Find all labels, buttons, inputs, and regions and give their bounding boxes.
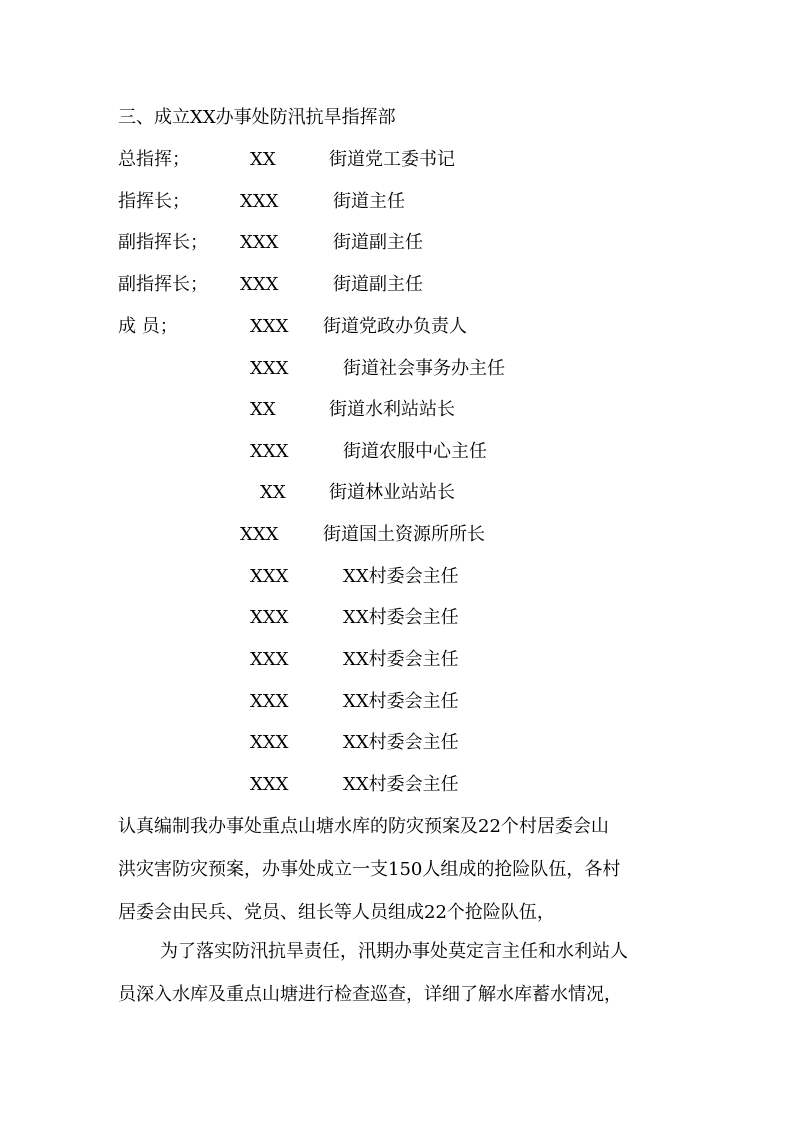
roster-role: 总指挥； <box>118 149 190 170</box>
paragraph-line: 认真编制我办事处重点山塘水库的防灾预案及22个村居委会山 <box>118 816 609 837</box>
roster-name: XXX <box>240 274 279 295</box>
paragraph-line: 员深入水库及重点山塘进行检查巡查，详细了解水库蓄水情况， <box>118 984 622 1005</box>
roster-name: XXX <box>250 607 289 628</box>
roster-title: 街道主任 <box>333 191 405 212</box>
roster-role: 指挥长； <box>118 191 190 212</box>
roster-title: XX村委会主任 <box>343 607 459 628</box>
roster-name: XX <box>250 149 276 170</box>
roster-name: XX <box>250 399 276 420</box>
roster-title: 街道党政办负责人 <box>323 316 467 337</box>
roster-name: XXX <box>250 316 289 337</box>
roster-name: XXX <box>250 649 289 670</box>
roster-title: 街道林业站站长 <box>329 482 455 503</box>
roster-role: 副指挥长； <box>118 232 208 253</box>
roster-name: XXX <box>250 774 289 795</box>
roster-title: 街道水利站站长 <box>329 399 455 420</box>
paragraph-line: 居委会由民兵、党员、组长等人员组成22个抢险队伍， <box>118 902 555 923</box>
roster-title: 街道国土资源所所长 <box>323 524 485 545</box>
roster-name: XXX <box>250 691 289 712</box>
roster-name: XXX <box>250 441 289 462</box>
roster-name: XXX <box>240 232 279 253</box>
roster-name: XXX <box>250 732 289 753</box>
paragraph-line: 为了落实防汛抗旱责任，汛期办事处莫定言主任和水利站人 <box>160 941 628 962</box>
roster-name: XX <box>260 482 286 503</box>
roster-role: 成 员； <box>118 316 178 337</box>
roster-title: XX村委会主任 <box>343 566 459 587</box>
roster-role: 副指挥长； <box>118 274 208 295</box>
roster-title: 街道社会事务办主任 <box>343 358 505 379</box>
roster-title: XX村委会主任 <box>343 774 459 795</box>
roster-title: 街道副主任 <box>333 274 423 295</box>
roster-title: 街道党工委书记 <box>329 149 455 170</box>
roster-name: XXX <box>250 358 289 379</box>
roster-name: XXX <box>240 191 279 212</box>
roster-name: XXX <box>240 524 279 545</box>
roster-name: XXX <box>250 566 289 587</box>
roster-title: XX村委会主任 <box>343 691 459 712</box>
paragraph-inspection <box>118 940 683 1026</box>
roster-title: XX村委会主任 <box>343 649 459 670</box>
roster-title: 街道农服中心主任 <box>343 441 487 462</box>
roster-title: 街道副主任 <box>333 232 423 253</box>
section-heading: 三、成立XX办事处防汛抗旱指挥部 <box>118 107 396 128</box>
paragraph-line: 洪灾害防灾预案，办事处成立一支150人组成的抢险队伍，各村 <box>118 859 621 880</box>
paragraph-emergency-plan <box>118 815 683 944</box>
roster-title: XX村委会主任 <box>343 732 459 753</box>
